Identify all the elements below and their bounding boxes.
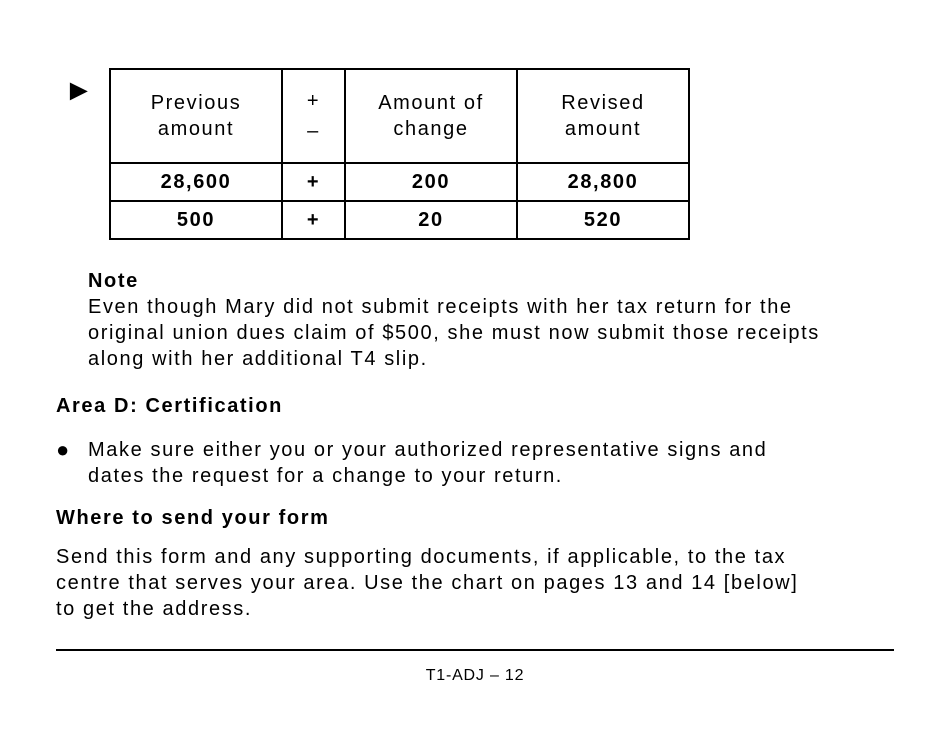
footer-divider bbox=[56, 649, 894, 651]
bullet-dot-icon: ● bbox=[56, 437, 70, 462]
cell-change: 20 bbox=[345, 201, 517, 239]
header-amount-of-change: Amount of change bbox=[345, 69, 517, 163]
header-revised-amount: Revised amount bbox=[517, 69, 689, 163]
cell-revised: 28,800 bbox=[517, 163, 689, 201]
header-sign bbox=[282, 69, 345, 163]
table-header-row bbox=[110, 69, 689, 163]
table-row bbox=[110, 163, 689, 201]
minus-sign: – bbox=[307, 120, 320, 142]
cell-previous: 28,600 bbox=[110, 163, 282, 201]
cell-sign: + bbox=[282, 163, 345, 201]
cell-previous: 500 bbox=[110, 201, 282, 239]
where-to-send-body: Send this form and any supporting documents, if applicable, to the tax centre that serves your area. Use the chart on pages 13 and 14 [below] to get the address. bbox=[56, 546, 799, 620]
header-previous-amount: Previous amount bbox=[110, 69, 282, 163]
plus-sign: + bbox=[306, 90, 321, 112]
page-number: T1-ADJ – 12 bbox=[425, 667, 525, 684]
cell-revised: 520 bbox=[517, 201, 689, 239]
cell-sign: + bbox=[282, 201, 345, 239]
area-d-heading: Area D: Certification bbox=[56, 395, 283, 417]
certification-bullet bbox=[56, 437, 916, 489]
note-body: Even though Mary did not submit receipts with her tax return for the original union dues claim of $500, she must now submit those receipts along with her additional T4 slip. bbox=[88, 296, 820, 370]
arrow-pointer-icon: ► bbox=[64, 74, 94, 107]
note-heading: Note bbox=[88, 270, 139, 292]
amount-change-table bbox=[109, 68, 690, 240]
where-to-send-heading: Where to send your form bbox=[56, 507, 330, 529]
table-row bbox=[110, 201, 689, 239]
bullet-text: Make sure either you or your authorized representative signs and dates the request for a change to your return. bbox=[88, 439, 768, 487]
cell-change: 200 bbox=[345, 163, 517, 201]
